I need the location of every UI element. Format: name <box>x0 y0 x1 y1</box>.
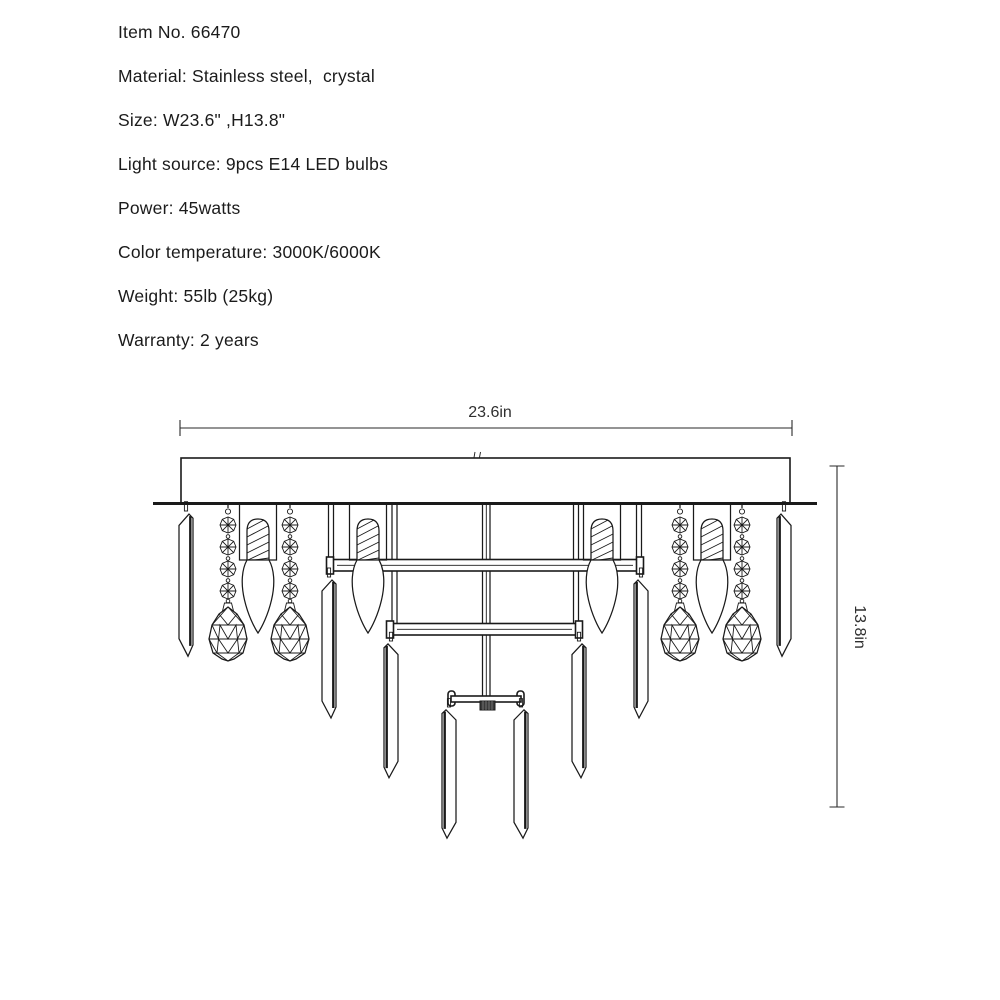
crystal-blade <box>442 699 456 839</box>
spec-color-temperature: Color temperature: 3000K/6000K <box>118 241 381 262</box>
crystal-blade <box>179 502 193 656</box>
width-dimension-label: 23.6in <box>468 404 512 421</box>
bead-chain-crystal-ball <box>209 503 247 661</box>
crystal-blade <box>572 632 586 778</box>
height-dimension-label: 13.8in <box>851 605 868 649</box>
spec-item-no: Item No. 66470 <box>118 21 241 42</box>
crystal-blade <box>384 632 398 778</box>
bead-chain-crystal-ball <box>723 503 761 661</box>
tier2-frame-bar <box>387 621 583 638</box>
candle-bulb <box>584 503 621 633</box>
spec-material: Material: Stainless steel, crystal <box>118 65 375 86</box>
canopy-screw-marks <box>474 452 481 458</box>
spec-warranty: Warranty: 2 years <box>118 329 259 350</box>
candle-bulb <box>694 503 731 633</box>
spec-light-source: Light source: 9pcs E14 LED bulbs <box>118 153 389 174</box>
crystal-blade <box>514 699 528 839</box>
spec-size: Size: W23.6" ,H13.8" <box>118 109 286 130</box>
candle-bulb <box>350 503 387 633</box>
canopy <box>153 452 817 504</box>
width-dimension-line <box>180 404 792 436</box>
candle-bulb <box>240 503 277 633</box>
crystal-blade <box>777 502 791 656</box>
crystal-blade <box>634 568 648 718</box>
spec-weight: Weight: 55lb (25kg) <box>118 285 274 306</box>
spec-power: Power: 45watts <box>118 197 241 218</box>
height-dimension-line <box>830 466 869 807</box>
center-rod <box>483 503 491 696</box>
crystal-blade <box>322 568 336 718</box>
